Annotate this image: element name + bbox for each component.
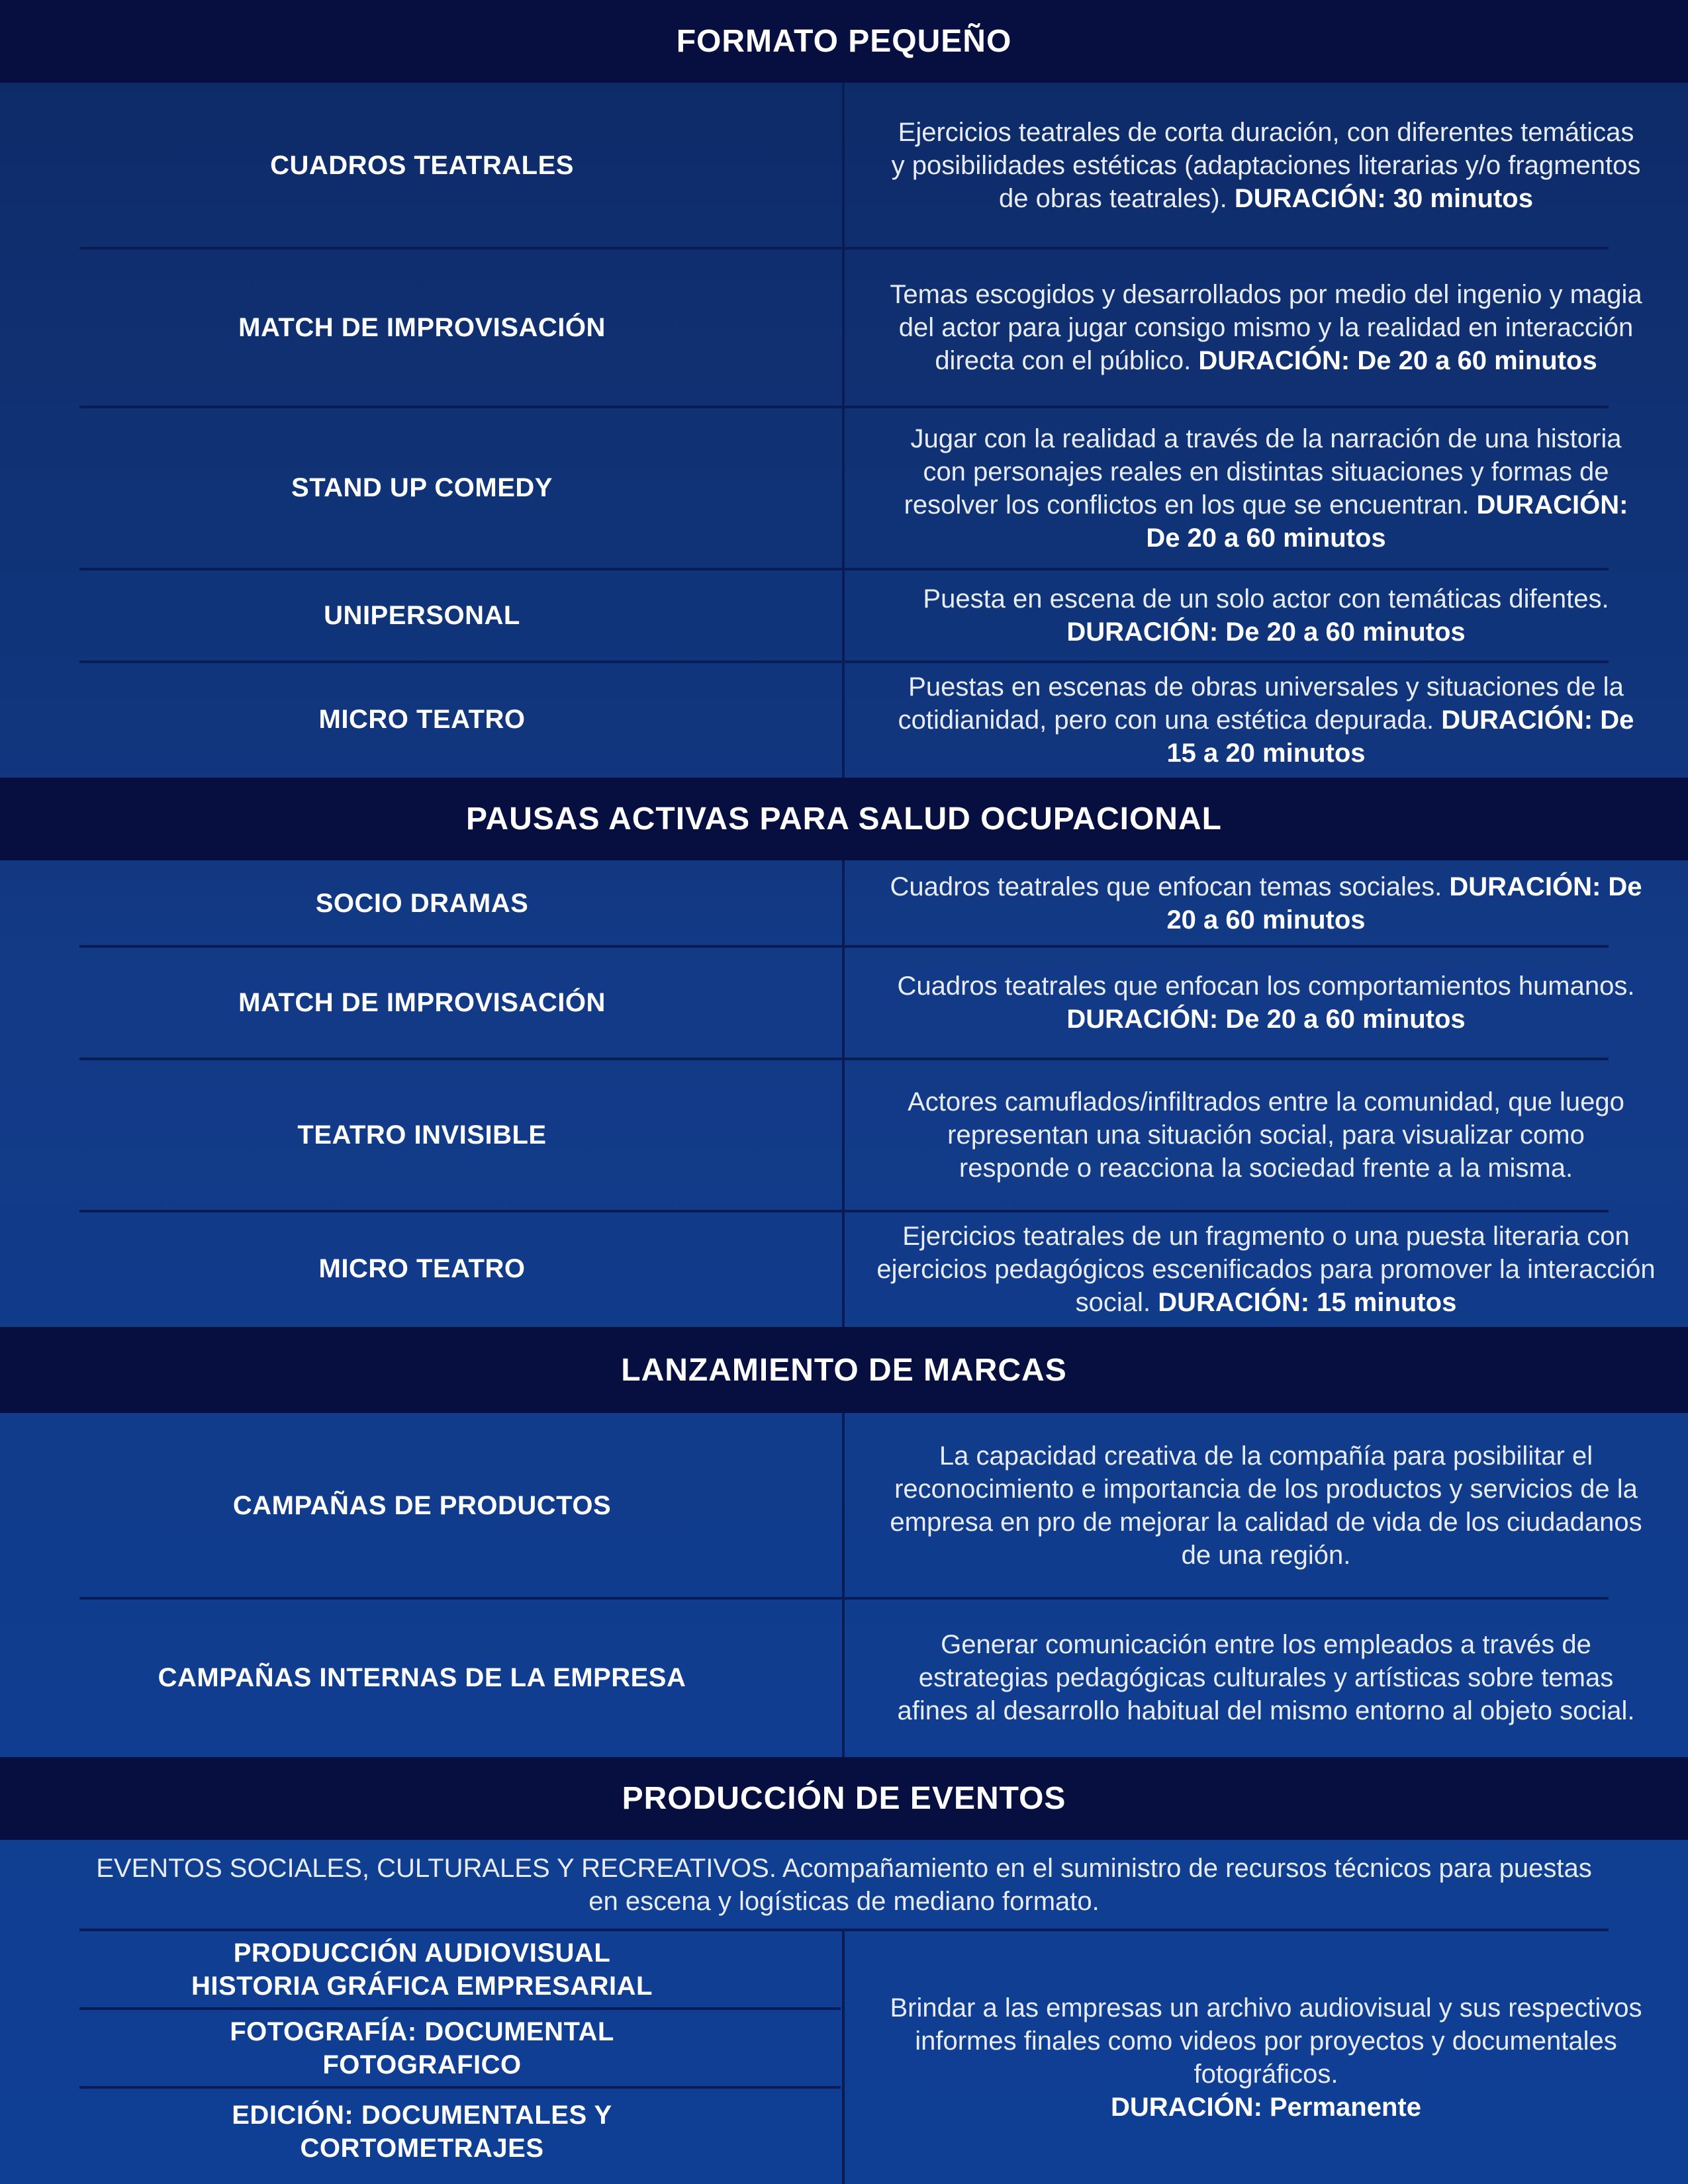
table-row <box>0 662 1688 778</box>
service-duration: DURACIÓN: De 20 a 60 minutos <box>1066 617 1466 647</box>
table-row <box>0 946 1688 1059</box>
service-duration: DURACIÓN: 30 minutos <box>1234 184 1533 213</box>
service-name: TEATRO INVISIBLE <box>297 1120 547 1150</box>
service-description-cell <box>844 1059 1688 1211</box>
service-description: Brindar a las empresas un archivo audiovisual y sus respectivos informes finales como videos por proyectos y documentales fotográficos. <box>890 1993 1642 2089</box>
events-item-line: CORTOMETRAJES <box>300 2134 544 2163</box>
service-duration: DURACIÓN: De 20 a 60 minutos <box>1146 490 1628 553</box>
service-description: Ejercicios teatrales de un fragmento o una puesta literaria con ejercicios pedagógicos escenificados para promover la interacción social. <box>876 1221 1656 1317</box>
section-title-pausas-activas: PAUSAS ACTIVAS PARA SALUD OCUPACIONAL <box>0 778 1688 860</box>
events-item <box>0 2010 844 2086</box>
service-duration: DURACIÓN: De 20 a 60 minutos <box>1198 346 1597 375</box>
events-item-line: PRODUCCIÓN AUDIOVISUAL <box>233 1938 611 1968</box>
section-title-formato-pequeno: FORMATO PEQUEÑO <box>0 0 1688 83</box>
service-name: MATCH DE IMPROVISACIÓN <box>238 987 606 1017</box>
service-description-cell <box>844 407 1688 569</box>
service-name: SOCIO DRAMAS <box>315 888 529 918</box>
events-item <box>0 1931 844 2007</box>
service-name: CUADROS TEATRALES <box>270 150 574 180</box>
table-row <box>0 860 1688 946</box>
events-item-line: FOTOGRAFÍA: DOCUMENTAL <box>230 2017 614 2046</box>
service-description: Temas escogidos y desarrollados por medio del ingenio y magia del actor para jugar consigo mismo y la realidad en interacción directa con el público. <box>890 280 1642 375</box>
service-duration: DURACIÓN: Permanente <box>1111 2093 1421 2122</box>
service-description: Ejercicios teatrales de corta duración, con diferentes temáticas y posibilidades estéticas (adaptaciones literarias y/o fragmentos de obras teatrales). <box>891 118 1641 213</box>
service-name: MATCH DE IMPROVISACIÓN <box>238 312 606 342</box>
service-description-cell <box>844 1598 1688 1757</box>
service-description: Generar comunicación entre los empleados a través de estrategias pedagógicas culturales y artísticas sobre temas afines al desarrollo habitual del mismo entorno al objeto social. <box>897 1630 1635 1725</box>
table-row <box>0 1598 1688 1757</box>
service-description-cell <box>844 248 1688 407</box>
service-duration: DURACIÓN: 15 minutos <box>1158 1287 1457 1317</box>
table-row <box>0 1211 1688 1327</box>
service-duration: DURACIÓN: De 20 a 60 minutos <box>1066 1005 1466 1034</box>
events-item-line: FOTOGRAFICO <box>322 2050 522 2079</box>
table-row <box>0 569 1688 662</box>
events-description-cell <box>844 1931 1688 2184</box>
service-description-cell <box>844 946 1688 1059</box>
service-description: Puestas en escenas de obras universales y situaciones de la cotidianidad, pero con una estética depurada. <box>898 672 1624 735</box>
service-name: CAMPAÑAS DE PRODUCTOS <box>232 1490 612 1520</box>
events-item <box>0 2089 844 2175</box>
table-row <box>0 407 1688 569</box>
table-row <box>0 83 1688 248</box>
table-row <box>0 248 1688 407</box>
service-description-cell <box>844 1413 1688 1598</box>
service-name: CAMPAÑAS INTERNAS DE LA EMPRESA <box>158 1662 686 1692</box>
table-row <box>0 1413 1688 1598</box>
events-intro-text: EVENTOS SOCIALES, CULTURALES Y RECREATIVOS. Acompañamiento en el suministro de recursos técnicos para puestas en escena y logísticas de mediano formato. <box>96 1853 1592 1916</box>
section-title-produccion-eventos: PRODUCCIÓN DE EVENTOS <box>0 1757 1688 1840</box>
service-name: MICRO TEATRO <box>318 1254 526 1283</box>
section-title-lanzamiento-marcas: LANZAMIENTO DE MARCAS <box>0 1327 1688 1413</box>
service-description: Cuadros teatrales que enfocan los comportamientos humanos. <box>897 972 1635 1001</box>
service-name: MICRO TEATRO <box>318 705 526 734</box>
events-item-line: EDICIÓN: DOCUMENTALES Y <box>232 2101 612 2130</box>
service-name: STAND UP COMEDY <box>291 473 553 502</box>
service-description-cell <box>844 662 1688 778</box>
events-item-line: HISTORIA GRÁFICA EMPRESARIAL <box>191 1971 653 2001</box>
service-description-cell <box>844 1211 1688 1327</box>
service-description: Cuadros teatrales que enfocan temas sociales. <box>890 872 1442 901</box>
service-duration: DURACIÓN: De 20 a 60 minutos <box>1166 872 1642 934</box>
service-description: Puesta en escena de un solo actor con temáticas difentes. <box>923 584 1609 614</box>
service-description: La capacidad creativa de la compañía para posibilitar el reconocimiento e importancia de los productos y servicios de la empresa en pro de mejorar la calidad de vida de los ciudadanos de una región. <box>890 1441 1642 1570</box>
service-duration: DURACIÓN: De 15 a 20 minutos <box>1166 705 1634 768</box>
events-intro <box>0 1840 1688 1929</box>
service-description-cell <box>844 860 1688 946</box>
service-description-cell <box>844 569 1688 662</box>
service-description-cell <box>844 83 1688 248</box>
service-description: Jugar con la realidad a través de la narración de una historia con personajes reales en distintas situaciones y formas de resolver los conflictos en los que se encuentran. <box>904 424 1622 520</box>
service-description: Actores camuflados/infiltrados entre la comunidad, que luego representan una situación social, para visualizar como responde o reacciona la sociedad frente a la misma. <box>908 1087 1624 1183</box>
table-row <box>0 1059 1688 1211</box>
service-name: UNIPERSONAL <box>324 600 520 630</box>
